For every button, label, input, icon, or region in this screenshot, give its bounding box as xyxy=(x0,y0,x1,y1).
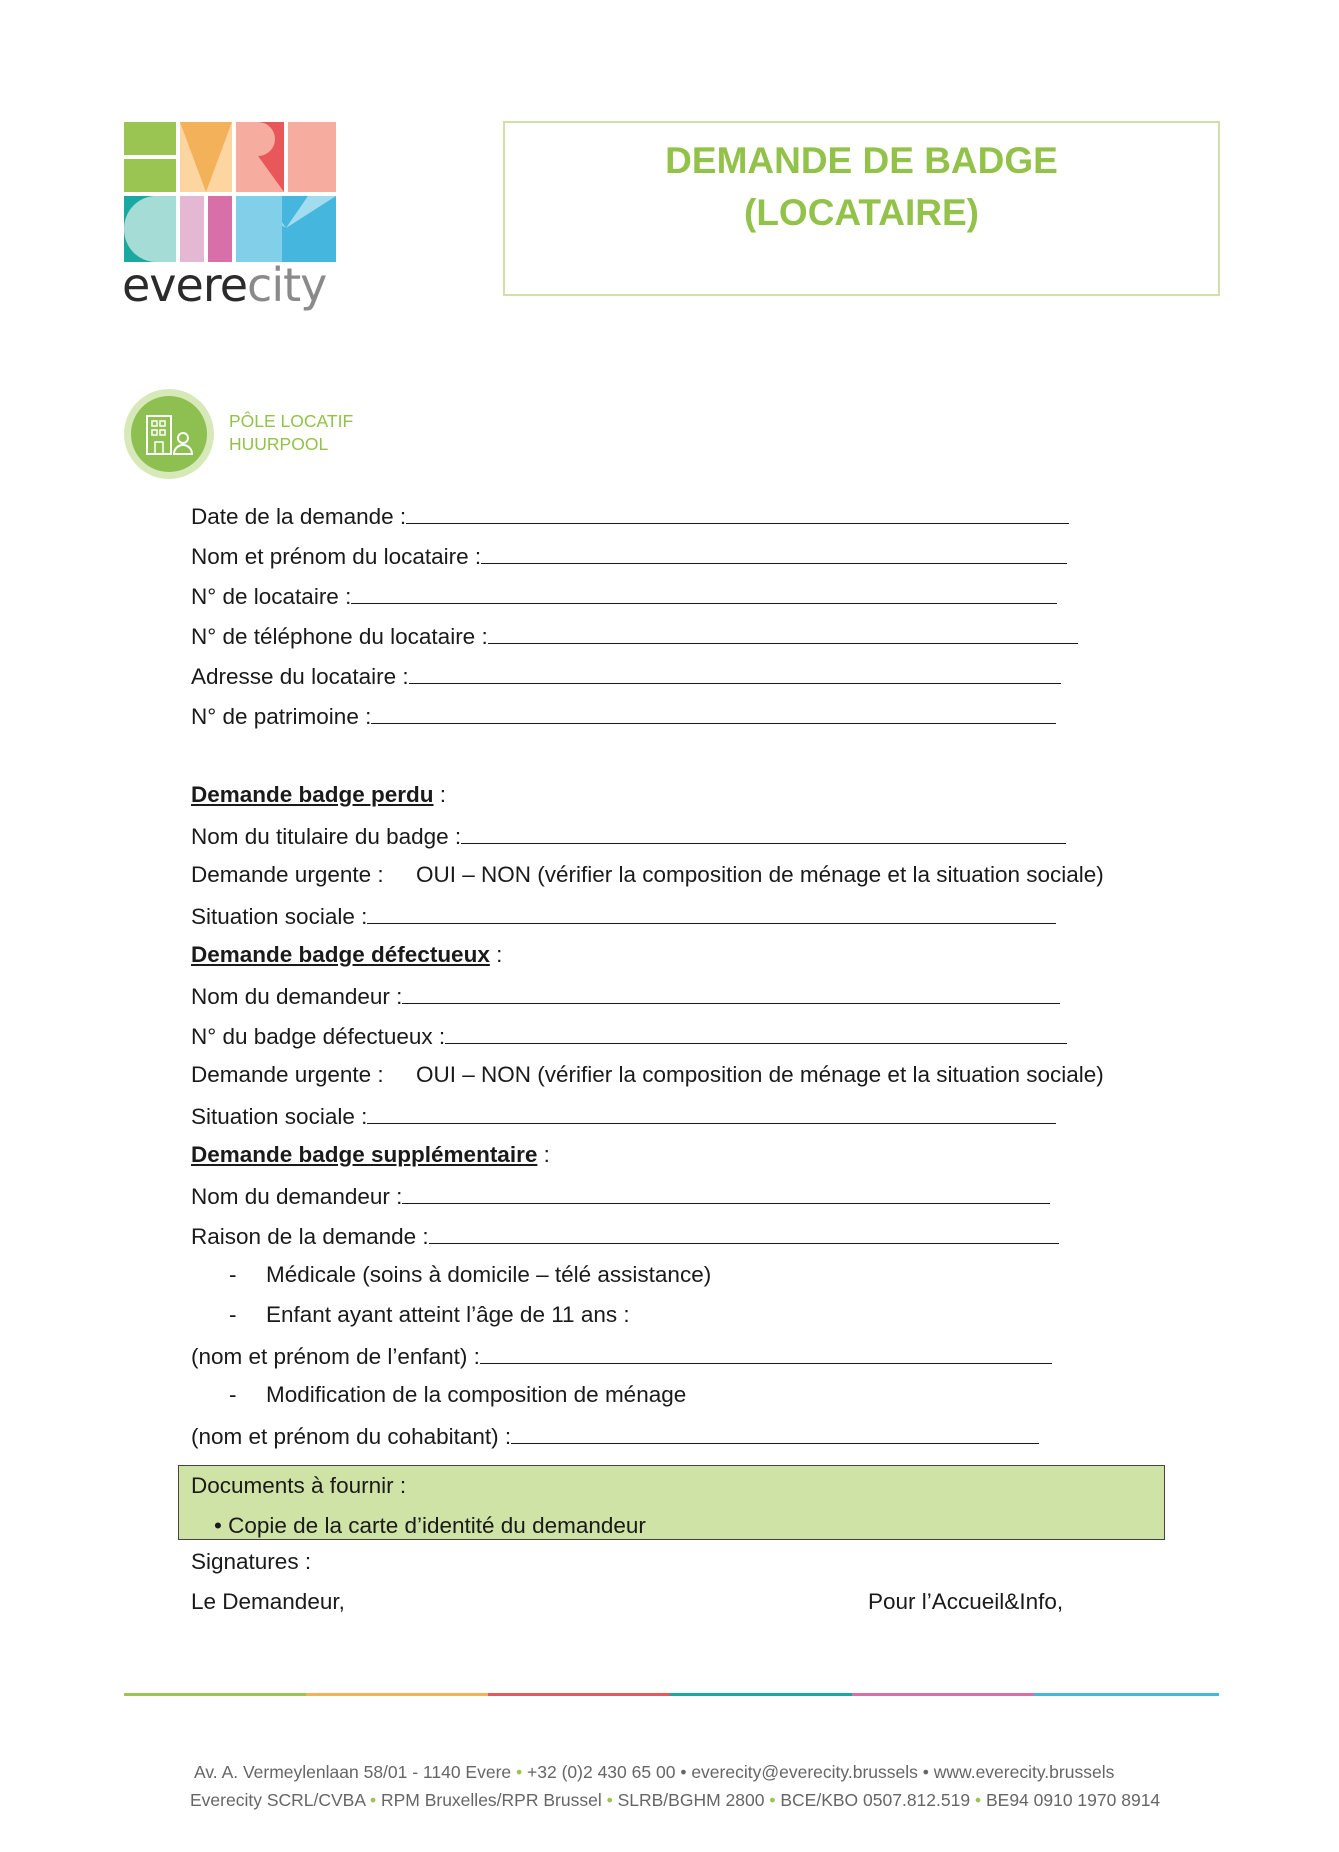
field-label: N° de patrimoine : xyxy=(191,704,372,729)
field-request-reason xyxy=(191,1221,1059,1251)
wordmark-part-1: evere xyxy=(122,258,248,312)
field-urgent-defective xyxy=(191,1061,384,1089)
field-label: Situation sociale : xyxy=(191,904,368,929)
footer-separator: • xyxy=(516,1762,523,1782)
footer-legal-line xyxy=(190,1790,1160,1811)
blank-line[interactable] xyxy=(429,1221,1059,1244)
reason-medical: Médicale (soins à domicile – télé assistance) xyxy=(266,1262,712,1287)
urgent-options-lost: OUI – NON (vérifier la composition de ménage et la situation sociale) xyxy=(416,862,1104,887)
section-defective-badge xyxy=(191,941,502,969)
footer-separator: • xyxy=(606,1790,613,1810)
everecity-wordmark xyxy=(122,258,327,312)
blank-line[interactable] xyxy=(409,661,1061,684)
title-line-1: DEMANDE DE BADGE xyxy=(665,140,1058,181)
field-tenant-number xyxy=(191,581,1057,611)
field-defective-badge-number xyxy=(191,1021,1067,1051)
everecity-logo-mark xyxy=(124,122,336,262)
footer-email[interactable]: everecity@everecity.brussels xyxy=(691,1762,918,1782)
field-label: Nom du titulaire du badge : xyxy=(191,824,462,849)
footer-rpm: RPM Bruxelles/RPR Brussel xyxy=(380,1790,602,1810)
signature-requester: Le Demandeur, xyxy=(191,1589,345,1614)
field-label: Date de la demande : xyxy=(191,504,407,529)
blank-line[interactable] xyxy=(406,501,1069,524)
footer-separator: • xyxy=(369,1790,377,1810)
section-heading: Demande badge perdu xyxy=(191,782,434,807)
blank-line[interactable] xyxy=(367,1101,1056,1124)
documents-box xyxy=(178,1465,1165,1540)
footer-slrb: SLRB/BGHM 2800 xyxy=(617,1790,765,1810)
blank-line[interactable] xyxy=(351,581,1057,604)
footer-address: Av. A. Vermeylenlaan 58/01 - 1140 Evere xyxy=(194,1762,512,1782)
field-tenant-phone xyxy=(191,621,1078,651)
section-extra-badge xyxy=(191,1141,550,1169)
footer-contact-line xyxy=(194,1762,1114,1783)
section-lost-badge xyxy=(191,781,446,809)
reason-child-age: Enfant ayant atteint l’âge de 11 ans : xyxy=(266,1302,630,1327)
title-box xyxy=(503,121,1220,296)
footer-separator: • xyxy=(974,1790,982,1810)
field-date xyxy=(191,501,1069,531)
wordmark-part-2: city xyxy=(247,258,327,312)
field-label: Demande urgente : xyxy=(191,1062,384,1087)
section-heading: Demande badge défectueux xyxy=(191,942,490,967)
footer-divider xyxy=(124,1693,1219,1696)
blank-line[interactable] xyxy=(402,981,1060,1004)
footer-company: Everecity SCRL/CVBA xyxy=(190,1790,366,1810)
blank-line[interactable] xyxy=(461,821,1066,844)
field-label: Adresse du locataire : xyxy=(191,664,409,689)
list-bullet: - xyxy=(229,1262,237,1287)
building-person-icon xyxy=(145,414,195,456)
documents-item: • Copie de la carte d’identité du demandeur xyxy=(214,1513,646,1538)
footer-separator: • xyxy=(769,1790,776,1810)
list-bullet: - xyxy=(229,1302,237,1327)
footer-separator: • xyxy=(680,1762,687,1782)
footer-iban: BE94 0910 1970 8914 xyxy=(985,1790,1161,1810)
field-tenant-address xyxy=(191,661,1061,691)
field-heritage-number xyxy=(191,701,1056,731)
field-label: Demande urgente : xyxy=(191,862,384,887)
list-bullet: - xyxy=(229,1382,237,1407)
blank-line[interactable] xyxy=(481,541,1067,564)
blank-line[interactable] xyxy=(445,1021,1067,1044)
field-label: Raison de la demande : xyxy=(191,1224,429,1249)
pole-label-nl: HUURPOOL xyxy=(229,434,329,454)
blank-line[interactable] xyxy=(367,901,1056,924)
blank-line[interactable] xyxy=(402,1181,1050,1204)
footer-bce: BCE/KBO 0507.812.519 xyxy=(780,1790,971,1810)
field-social-lost xyxy=(191,901,1056,931)
field-badge-holder xyxy=(191,821,1066,851)
field-cohabitant-name xyxy=(191,1421,1039,1451)
field-social-defective xyxy=(191,1101,1056,1131)
footer-website[interactable]: www.everecity.brussels xyxy=(933,1762,1115,1782)
blank-line[interactable] xyxy=(488,621,1078,644)
blank-line[interactable] xyxy=(371,701,1056,724)
heading-suffix: : xyxy=(433,782,447,807)
pole-label xyxy=(229,410,353,456)
heading-suffix: : xyxy=(537,1142,550,1167)
signatures-label: Signatures : xyxy=(191,1549,312,1574)
field-label: (nom et prénom du cohabitant) : xyxy=(191,1424,512,1449)
field-label: N° du badge défectueux : xyxy=(191,1024,446,1049)
footer-separator: • xyxy=(922,1762,929,1782)
field-tenant-name xyxy=(191,541,1067,571)
field-label: Nom du demandeur : xyxy=(191,1184,403,1209)
signature-reception: Pour l’Accueil&Info, xyxy=(868,1589,1064,1614)
pole-label-fr: PÔLE LOCATIF xyxy=(229,411,354,431)
blank-line[interactable] xyxy=(511,1421,1039,1444)
field-label: (nom et prénom de l’enfant) : xyxy=(191,1344,480,1369)
field-requester-extra xyxy=(191,1181,1050,1211)
field-label: N° de locataire : xyxy=(191,584,352,609)
field-label: N° de téléphone du locataire : xyxy=(191,624,488,649)
field-requester-defective xyxy=(191,981,1060,1011)
field-label: Nom du demandeur : xyxy=(191,984,403,1009)
heading-suffix: : xyxy=(489,942,503,967)
documents-title: Documents à fournir : xyxy=(191,1473,407,1498)
field-label: Situation sociale : xyxy=(191,1104,368,1129)
title-line-2: (LOCATAIRE) xyxy=(744,192,979,233)
section-heading: Demande badge supplémentaire xyxy=(191,1142,538,1167)
footer-phone: +32 (0)2 430 65 00 xyxy=(527,1762,676,1782)
urgent-options-defective: OUI – NON (vérifier la composition de ménage et la situation sociale) xyxy=(416,1062,1104,1087)
field-label: Nom et prénom du locataire : xyxy=(191,544,482,569)
field-urgent-lost xyxy=(191,861,384,889)
reason-household-change: Modification de la composition de ménage xyxy=(266,1382,687,1407)
blank-line[interactable] xyxy=(480,1341,1052,1364)
field-child-name xyxy=(191,1341,1052,1371)
